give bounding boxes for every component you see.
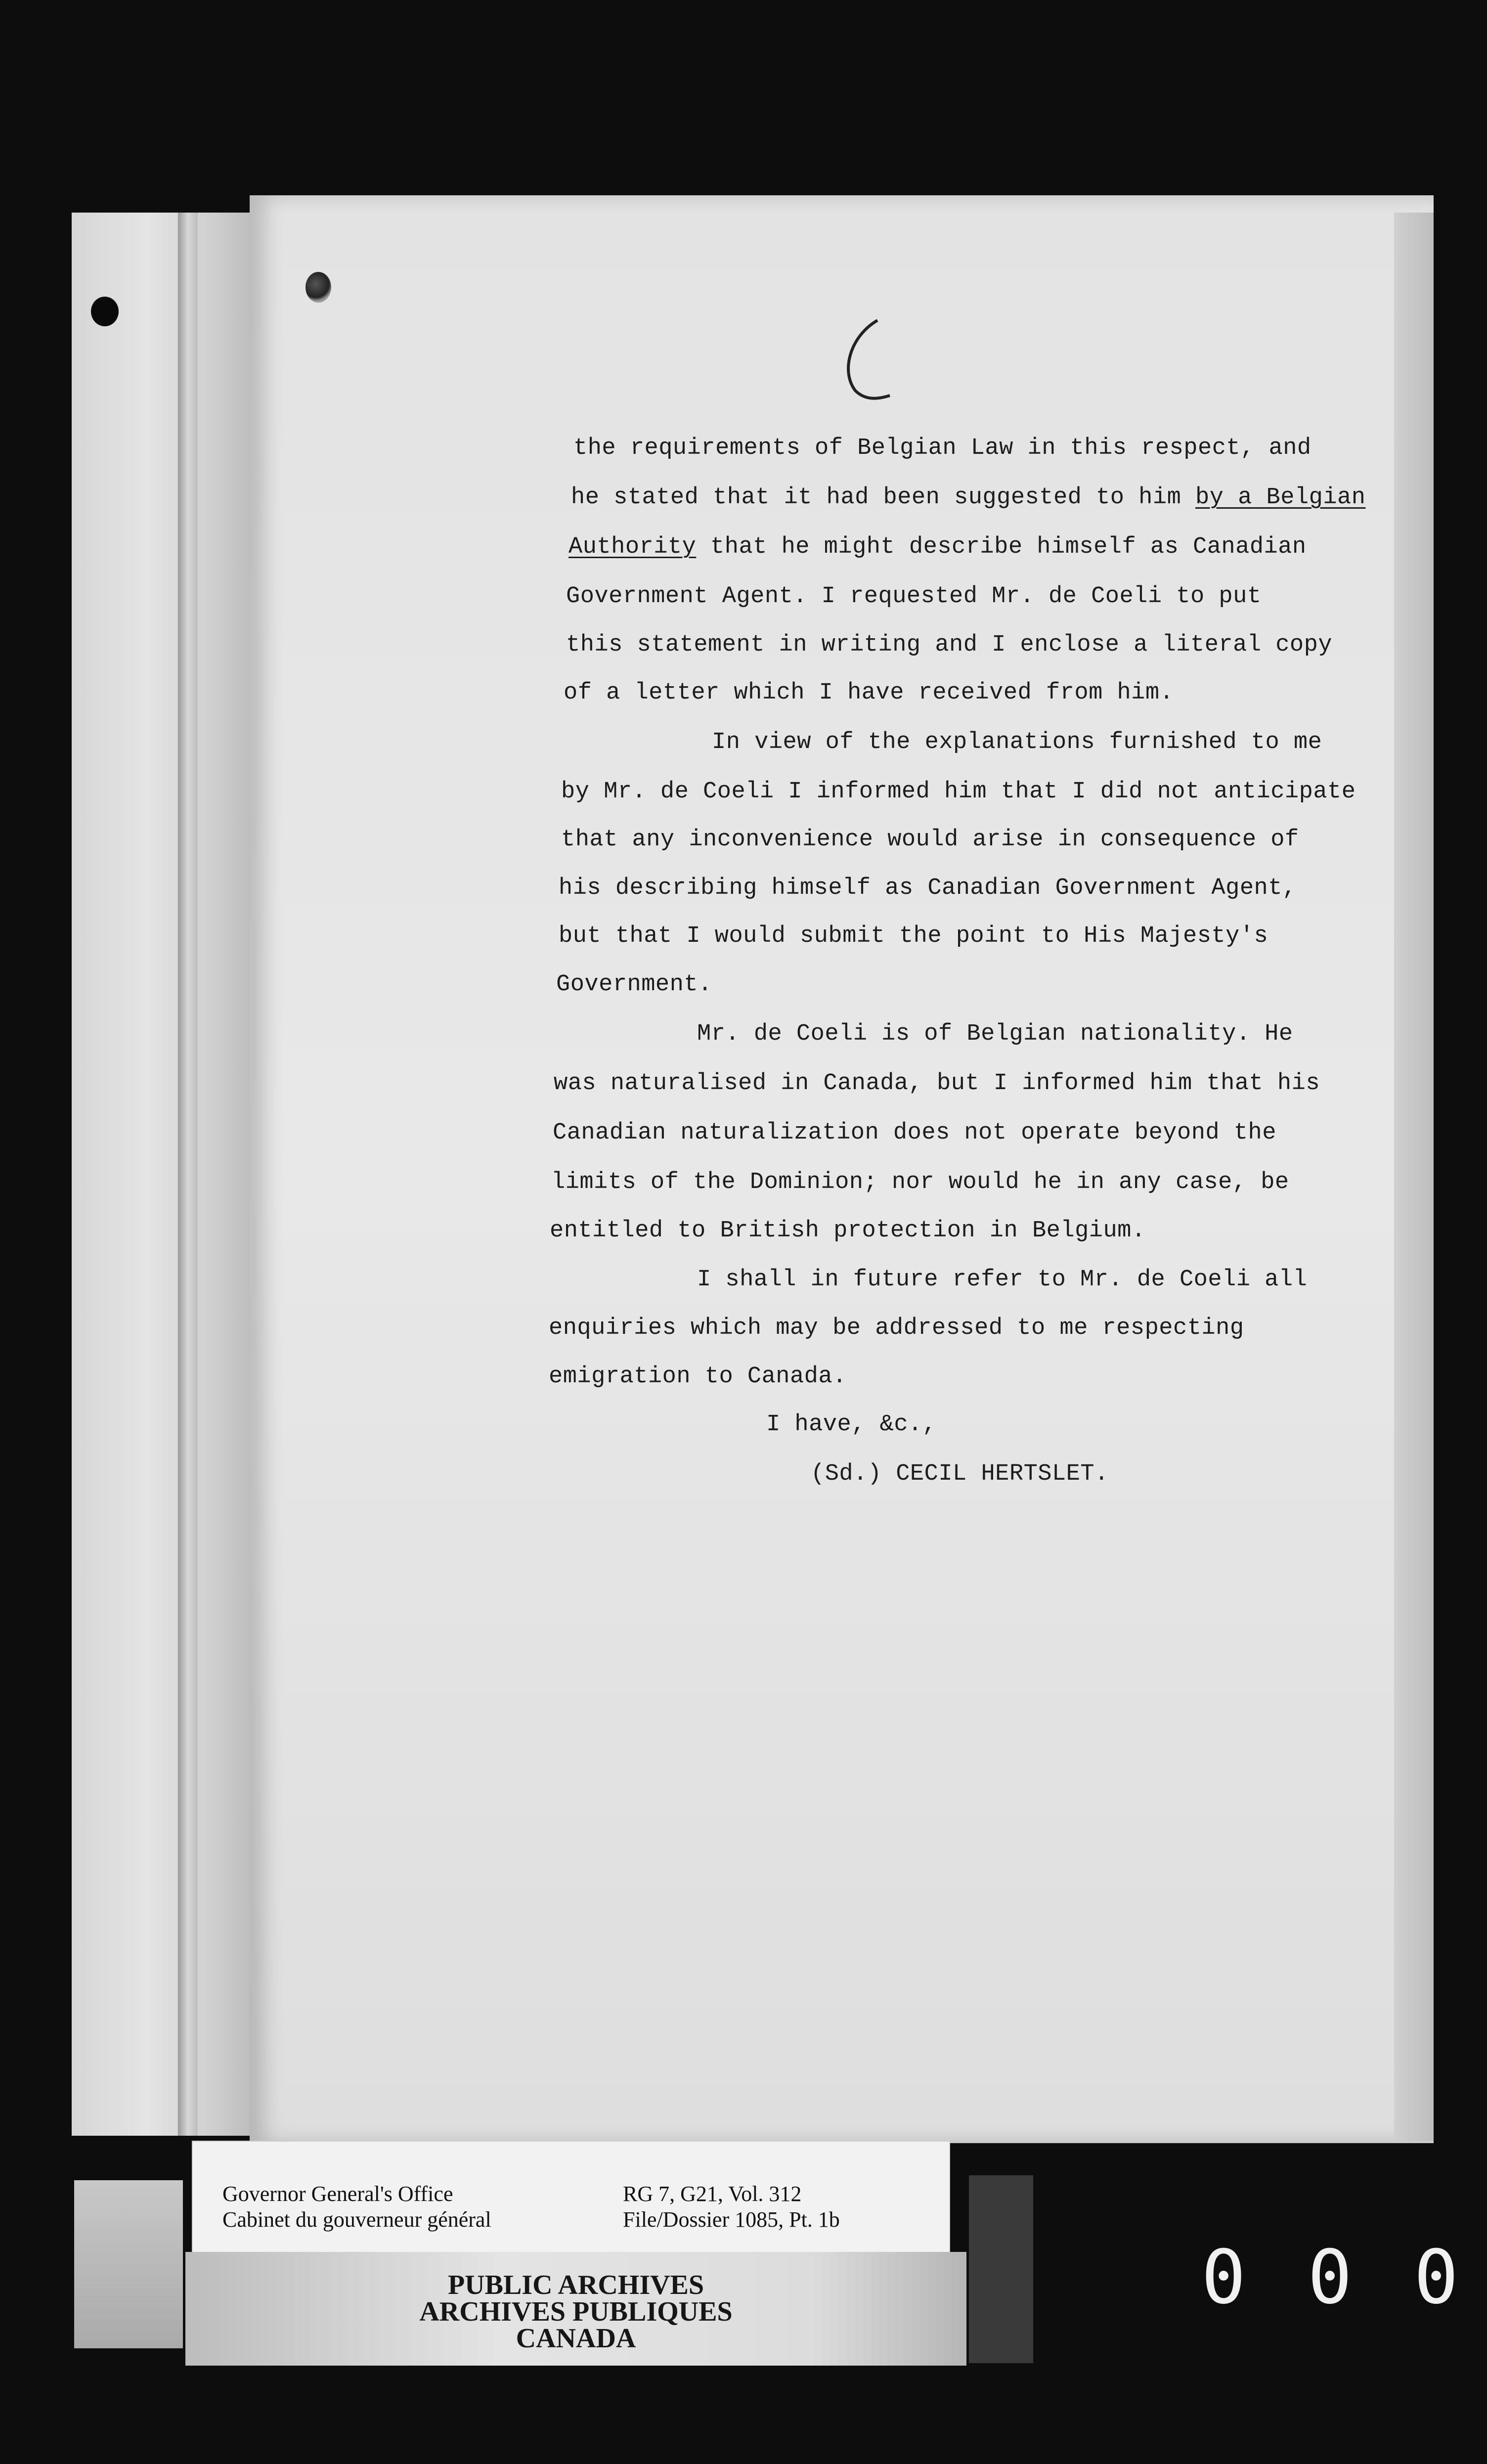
stamp-line-country: CANADA: [516, 2323, 636, 2354]
stamp-line-en: PUBLIC ARCHIVES: [447, 2270, 704, 2300]
letter-line: In view of the explanations furnished to me: [712, 729, 1322, 755]
letter-text: that he might describe himself as Canadian: [696, 534, 1307, 560]
letter-text: he stated that it had been suggested to him: [571, 484, 1196, 511]
letter-line: but that I would submit the point to His Majesty's: [559, 923, 1268, 949]
letter-line: limits of the Dominion; nor would he in any case, be: [551, 1169, 1289, 1195]
letter-line: Canadian naturalization does not operate beyond the: [553, 1120, 1276, 1146]
file-reference: [623, 2181, 840, 2233]
punch-hole: [91, 297, 119, 326]
letter-line: entitled to British protection in Belgium.: [550, 1218, 1146, 1244]
office-en: Governor General's Office: [222, 2182, 453, 2206]
page-edge-shadow: [1394, 213, 1434, 2141]
record-group: RG 7, G21, Vol. 312: [623, 2182, 802, 2206]
letter-line: that any inconvenience would arise in consequence of: [561, 827, 1299, 853]
letter-line: I shall in future refer to Mr. de Coeli all: [697, 1267, 1308, 1293]
letter-line: of a letter which I have received from him.: [564, 680, 1174, 706]
back-sheet-fold: [178, 213, 198, 2136]
underlined-text: Authority: [569, 534, 697, 560]
letter-line: the requirements of Belgian Law in this respect, and: [573, 435, 1312, 461]
letter-line: Mr. de Coeli is of Belgian nationality. He: [697, 1021, 1293, 1047]
letter-line: Government.: [556, 971, 712, 998]
archive-reference-label: [192, 2141, 950, 2261]
frame-counter-digit: 0: [1201, 2235, 1246, 2321]
frame-counter-digit: 0: [1308, 2235, 1353, 2321]
letter-signature: (Sd.) CECIL HERTSLET.: [811, 1461, 1109, 1487]
film-spacer-right: [969, 2175, 1033, 2363]
stamp-line-fr: ARCHIVES PUBLIQUES: [419, 2296, 733, 2327]
letter-line: Government Agent. I requested Mr. de Coeli to put: [566, 583, 1262, 610]
folded-back-sheet: [72, 213, 260, 2136]
frame-counter-digit: 0: [1414, 2235, 1459, 2321]
letter-line: by Mr. de Coeli I informed him that I did not anticipate: [561, 779, 1356, 805]
office-names: [222, 2181, 491, 2233]
letter-closing: I have, &c.,: [766, 1411, 937, 1438]
letter-line: his describing himself as Canadian Government Agent,: [559, 875, 1297, 901]
underlined-text: by a Belgian: [1195, 484, 1366, 511]
pencil-mark: [831, 316, 895, 405]
eyelet-hole: [306, 272, 331, 303]
letter-line: was naturalised in Canada, but I informed him that his: [554, 1070, 1320, 1097]
letter-line: [569, 534, 1307, 560]
letter-line: emigration to Canada.: [549, 1364, 847, 1390]
public-archives-stamp: [185, 2252, 966, 2366]
letter-line: [571, 484, 1365, 511]
film-spacer-left: [74, 2180, 183, 2348]
file-dossier: File/Dossier 1085, Pt. 1b: [623, 2207, 840, 2232]
letter-line: this statement in writing and I enclose a literal copy: [566, 632, 1333, 658]
office-fr: Cabinet du gouverneur général: [222, 2207, 491, 2232]
letter-line: enquiries which may be addressed to me respecting: [549, 1315, 1244, 1341]
